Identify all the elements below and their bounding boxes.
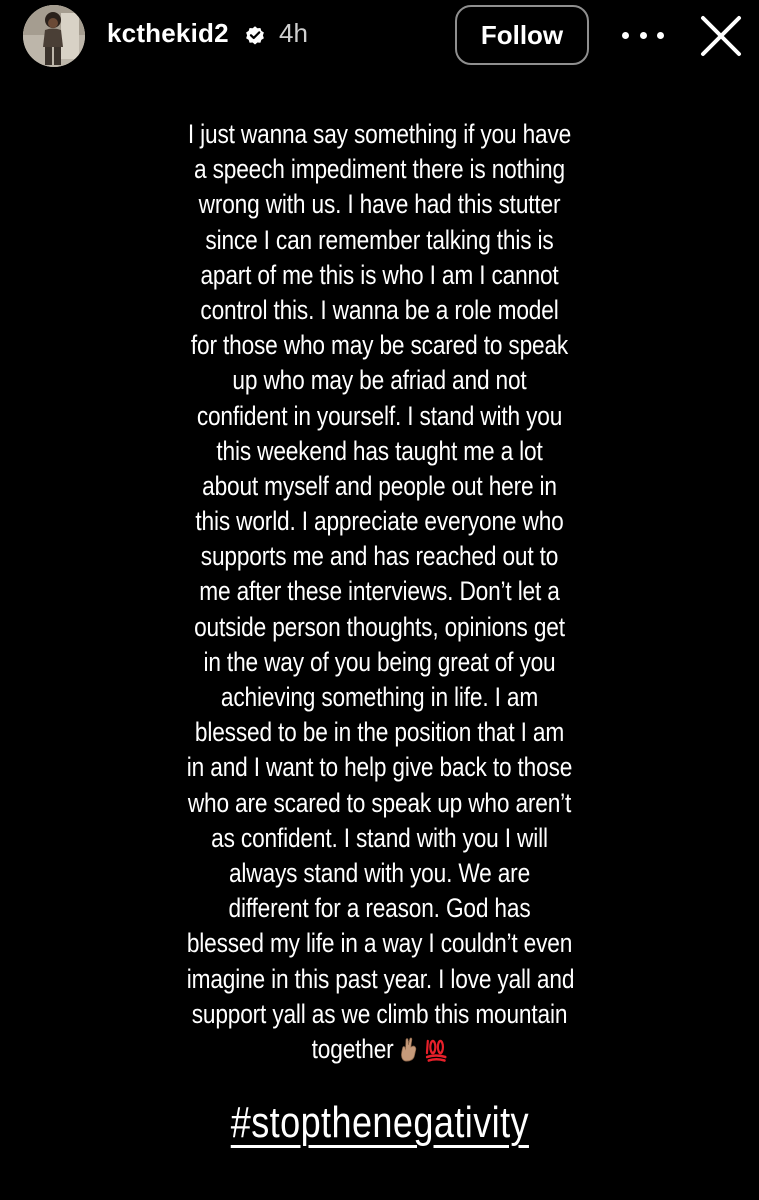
story-text-last-words: together	[311, 1033, 394, 1064]
story-text-line: outside person thoughts, opinions get	[194, 611, 565, 642]
verified-badge-icon	[244, 24, 266, 46]
story-text-line: achieving something in life. I am	[220, 682, 539, 712]
close-icon[interactable]	[698, 13, 744, 59]
story-text-line: up who may be afriad and not	[232, 365, 527, 396]
story-text-line: different for a reason. God has	[228, 893, 531, 924]
story-text-line: for those who may be scared to speak	[190, 330, 569, 361]
story-text-line: supports me and has reached out to	[200, 541, 559, 572]
story-text-line: I just wanna say something if you have	[187, 119, 572, 149]
emoji-group	[394, 1032, 448, 1067]
crossed-fingers-emoji-icon	[399, 1036, 421, 1062]
story-text-line: in and I want to help give back to those	[186, 752, 573, 783]
hashtag-text[interactable]: #stopthenegativity	[230, 1098, 529, 1147]
story-text-line: about myself and people out here in	[202, 470, 557, 501]
story-text	[150, 117, 609, 1067]
story-header	[0, 0, 759, 72]
avatar[interactable]	[23, 5, 85, 67]
story-text-line: always stand with you. We are	[228, 857, 531, 888]
story-text-line: as confident. I stand with you I will	[211, 822, 548, 853]
hundred-points-emoji-icon	[425, 1036, 447, 1062]
story-timestamp: 4h	[279, 18, 308, 48]
dot	[657, 32, 664, 39]
username[interactable]: kcthekid2	[107, 18, 229, 48]
story-text-line: wrong with us. I have had this stutter	[198, 189, 561, 220]
story-text-line: in the way of you being great of you	[203, 646, 556, 677]
story-text-line: control this. I wanna be a role model	[200, 294, 559, 325]
follow-button[interactable]: Follow	[455, 5, 589, 65]
story-text-line: imagine in this past year. I love yall and	[186, 963, 575, 994]
hashtag-sticker[interactable]	[0, 1098, 759, 1148]
story-text-line-last	[187, 1032, 573, 1067]
story-text-line: who are scared to speak up who aren’t	[187, 787, 572, 818]
story-text-line: this world. I appreciate everyone who	[195, 506, 564, 537]
more-options-icon[interactable]	[622, 22, 664, 48]
dot	[622, 32, 629, 39]
avatar-photo	[23, 5, 85, 67]
story-text-line: me after these interviews. Don’t let a	[199, 576, 560, 607]
story-text-line: this weekend has taught me a lot	[216, 435, 543, 466]
story-text-line: blessed my life in a way I couldn’t even	[186, 928, 573, 959]
story-text-line: apart of me this is who I am I cannot	[200, 259, 559, 290]
story-text-line: since I can remember talking this is	[205, 224, 554, 255]
story-text-line: a speech impediment there is nothing	[194, 154, 565, 185]
story-text-line: confident in yourself. I stand with you	[196, 400, 563, 431]
story-text-line: blessed to be in the position that I am	[194, 717, 565, 748]
dot	[640, 32, 647, 39]
story-text-line: support yall as we climb this mountain	[191, 998, 568, 1029]
